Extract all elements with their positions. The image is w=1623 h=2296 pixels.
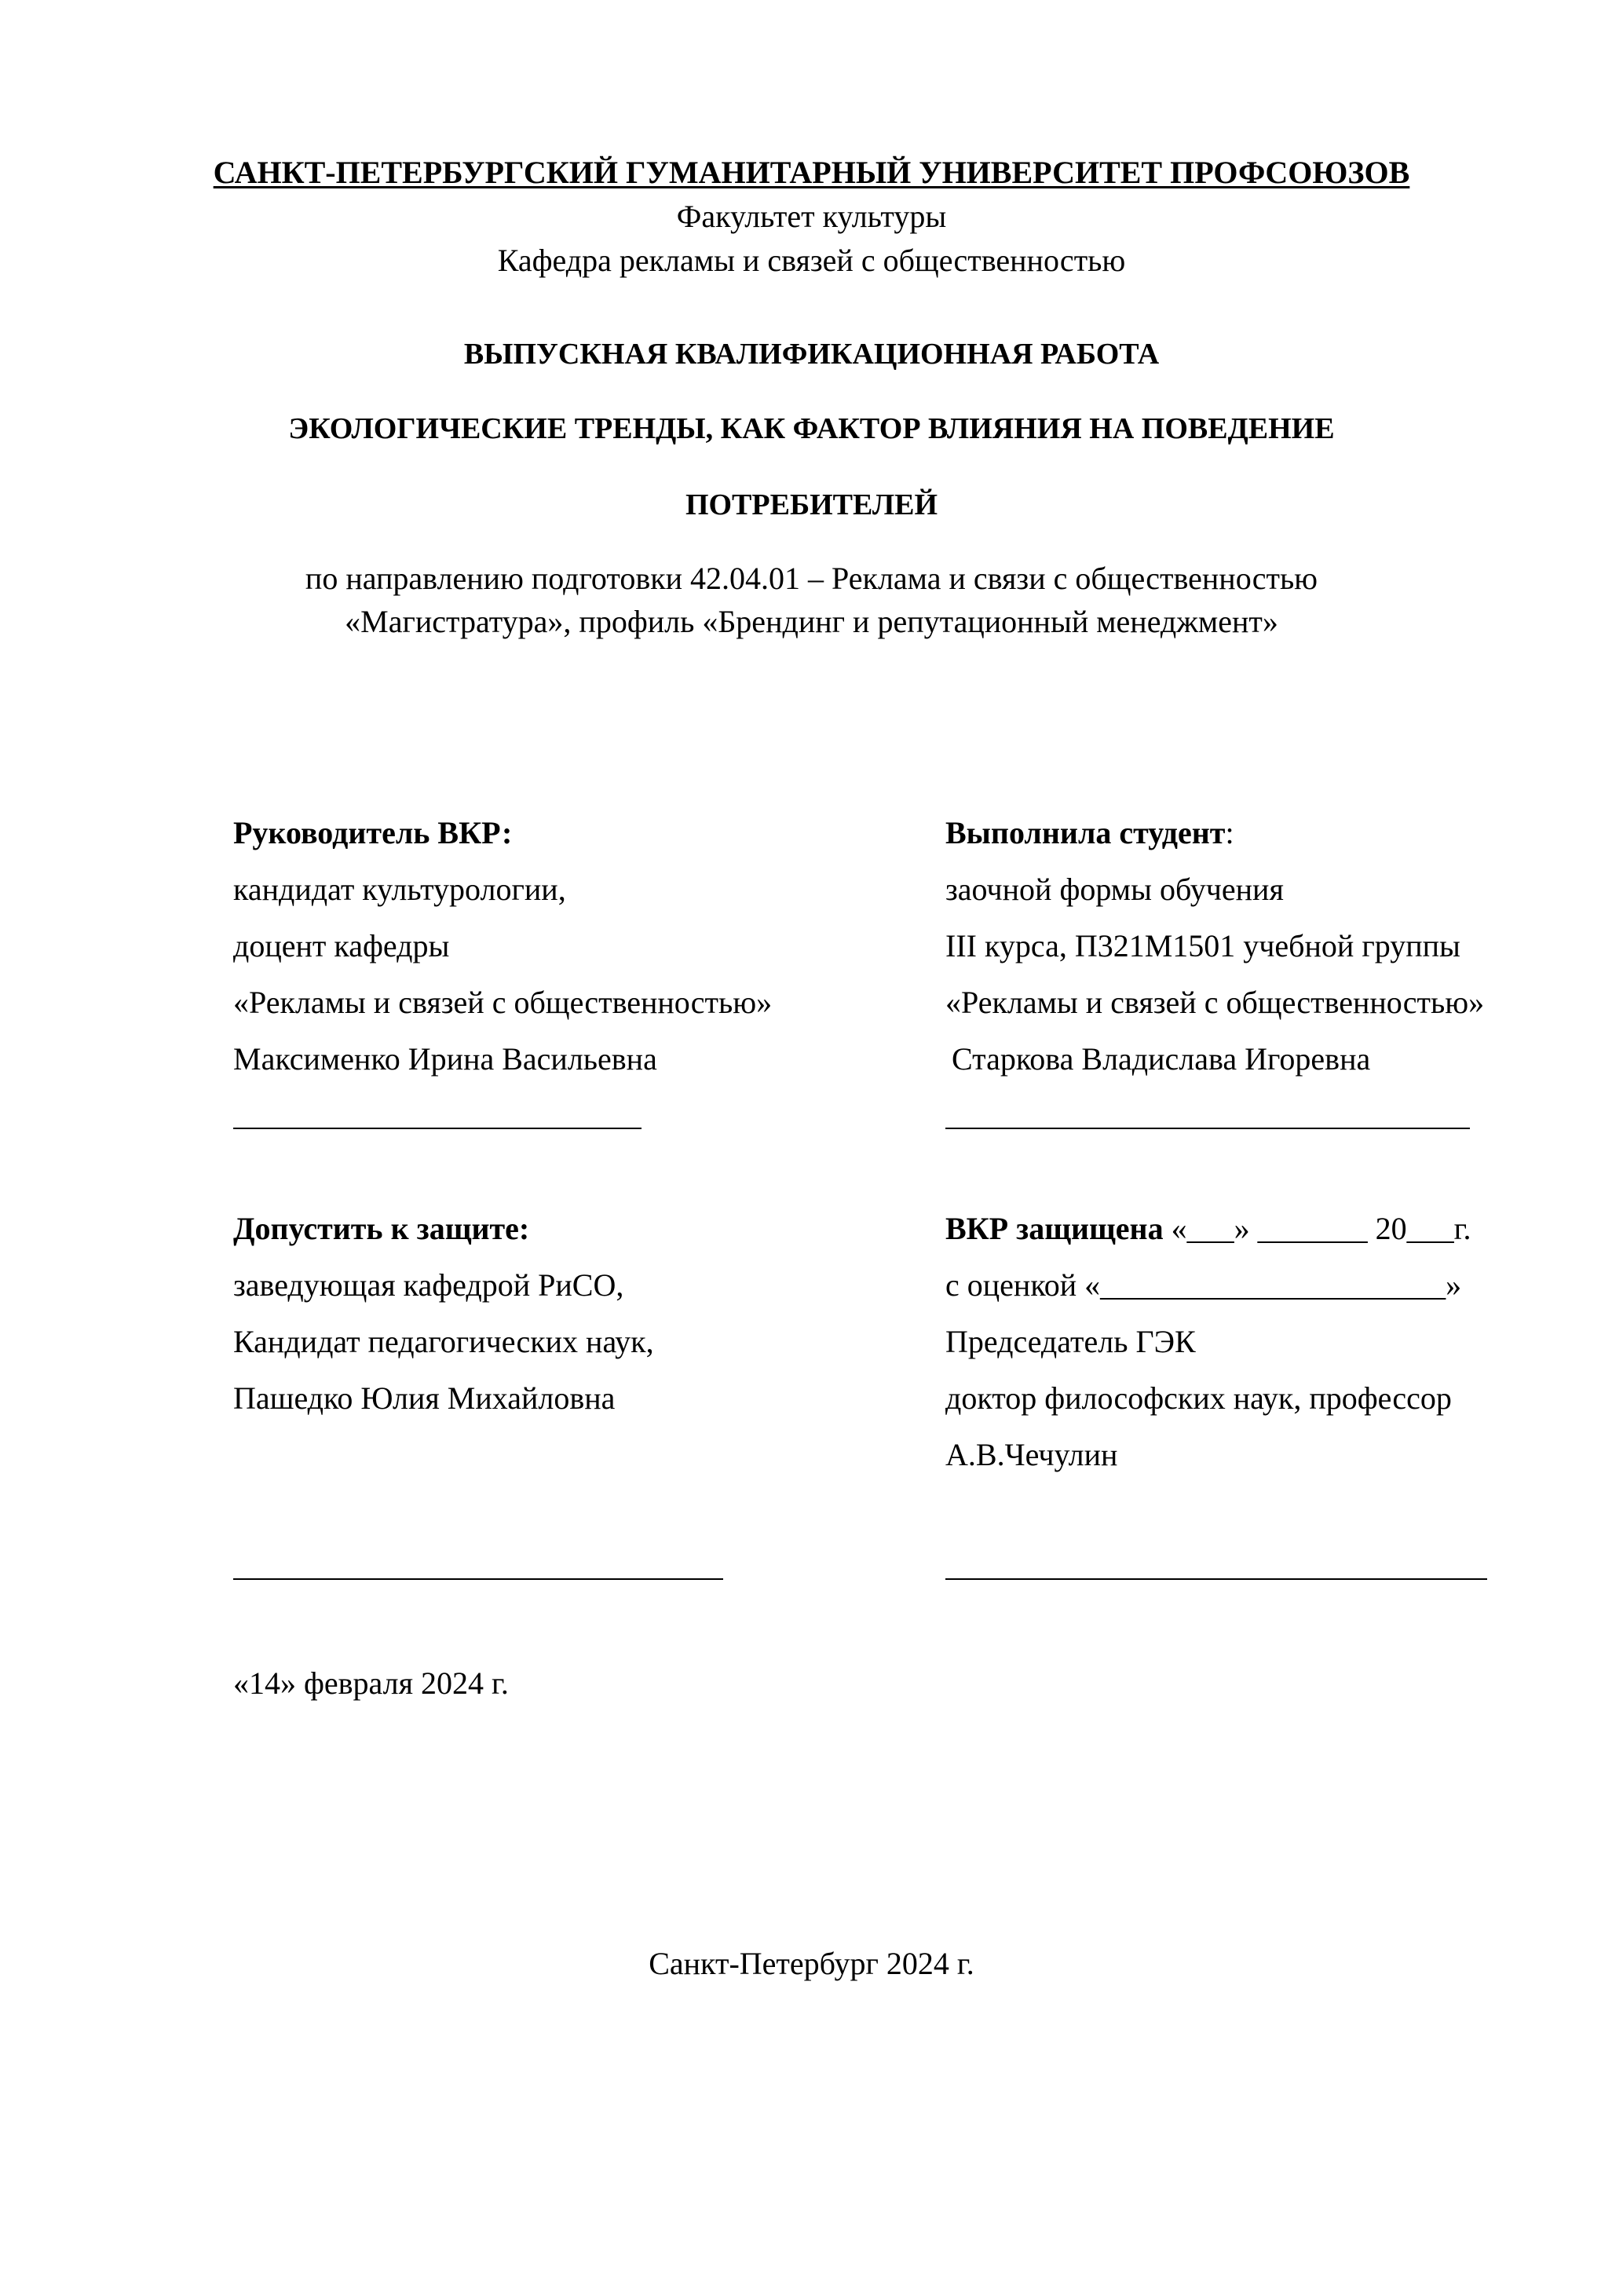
student-course: III курса, П321М1501 учебной группы (945, 928, 1460, 963)
student-heading-row (945, 813, 1234, 854)
defense-chair-name: А.В.Чечулин (945, 1437, 1118, 1472)
student-department: «Рекламы и связей с общественностью» (945, 985, 1485, 1020)
admission-role: заведующая кафедрой РиСО, (233, 1267, 624, 1303)
student-name: Старкова Владислава Игоревна (952, 1041, 1371, 1077)
student-heading: Выполнила студент (945, 815, 1226, 850)
defense-chair-degree: доктор философских наук, профессор (945, 1380, 1452, 1416)
supervisor-degree: кандидат культурологии, (233, 872, 566, 907)
admission-degree: Кандидат педагогических наук, (233, 1324, 654, 1359)
admission-signature-line (233, 1578, 723, 1580)
thesis-type: ВЫПУСКНАЯ КВАЛИФИКАЦИОННАЯ РАБОТА (463, 338, 1160, 371)
thesis-direction: по направлению подготовки 42.04.01 – Реклама и связи с общественностью (305, 561, 1318, 596)
admission-name: Пашедко Юлия Михайловна (233, 1380, 616, 1416)
defense-signature-line (945, 1578, 1487, 1580)
defense-date-template: «___» _______ 20___г. (1163, 1211, 1471, 1246)
document-date: «14» февраля 2024 г. (233, 1665, 509, 1701)
thesis-title-line-1: ЭКОЛОГИЧЕСКИЕ ТРЕНДЫ, КАК ФАКТОР ВЛИЯНИЯ НА ПОВЕДЕНИЕ (288, 412, 1335, 445)
student-study-form: заочной формы обучения (945, 872, 1284, 907)
admission-heading: Допустить к защите: (233, 1211, 530, 1246)
defense-grade: с оценкой «______________________» (945, 1267, 1462, 1303)
university-name: САНКТ-ПЕТЕРБУРГСКИЙ ГУМАНИТАРНЫЙ УНИВЕРСИТЕТ ПРОФСОЮЗОВ (213, 155, 1410, 190)
supervisor-heading: Руководитель ВКР: (233, 815, 513, 850)
defense-heading-row (945, 1208, 1471, 1249)
supervisor-department: «Рекламы и связей с общественностью» (233, 985, 773, 1020)
supervisor-signature-line (233, 1128, 642, 1129)
department-name: Кафедра рекламы и связей с общественностью (497, 243, 1126, 278)
defense-heading: ВКР защищена (945, 1211, 1164, 1246)
student-signature-line (945, 1128, 1470, 1129)
supervisor-name: Максименко Ирина Васильевна (233, 1041, 657, 1077)
faculty-name: Факультет культуры (676, 199, 947, 234)
thesis-title-line-2: ПОТРЕБИТЕЛЕЙ (685, 488, 938, 521)
city-year: Санкт-Петербург 2024 г. (649, 1946, 974, 1981)
defense-chair: Председатель ГЭК (945, 1324, 1196, 1359)
supervisor-position: доцент кафедры (233, 928, 450, 963)
student-heading-colon: : (1225, 815, 1234, 850)
thesis-profile: «Магистратура», профиль «Брендинг и репутационный менеджмент» (345, 604, 1278, 639)
